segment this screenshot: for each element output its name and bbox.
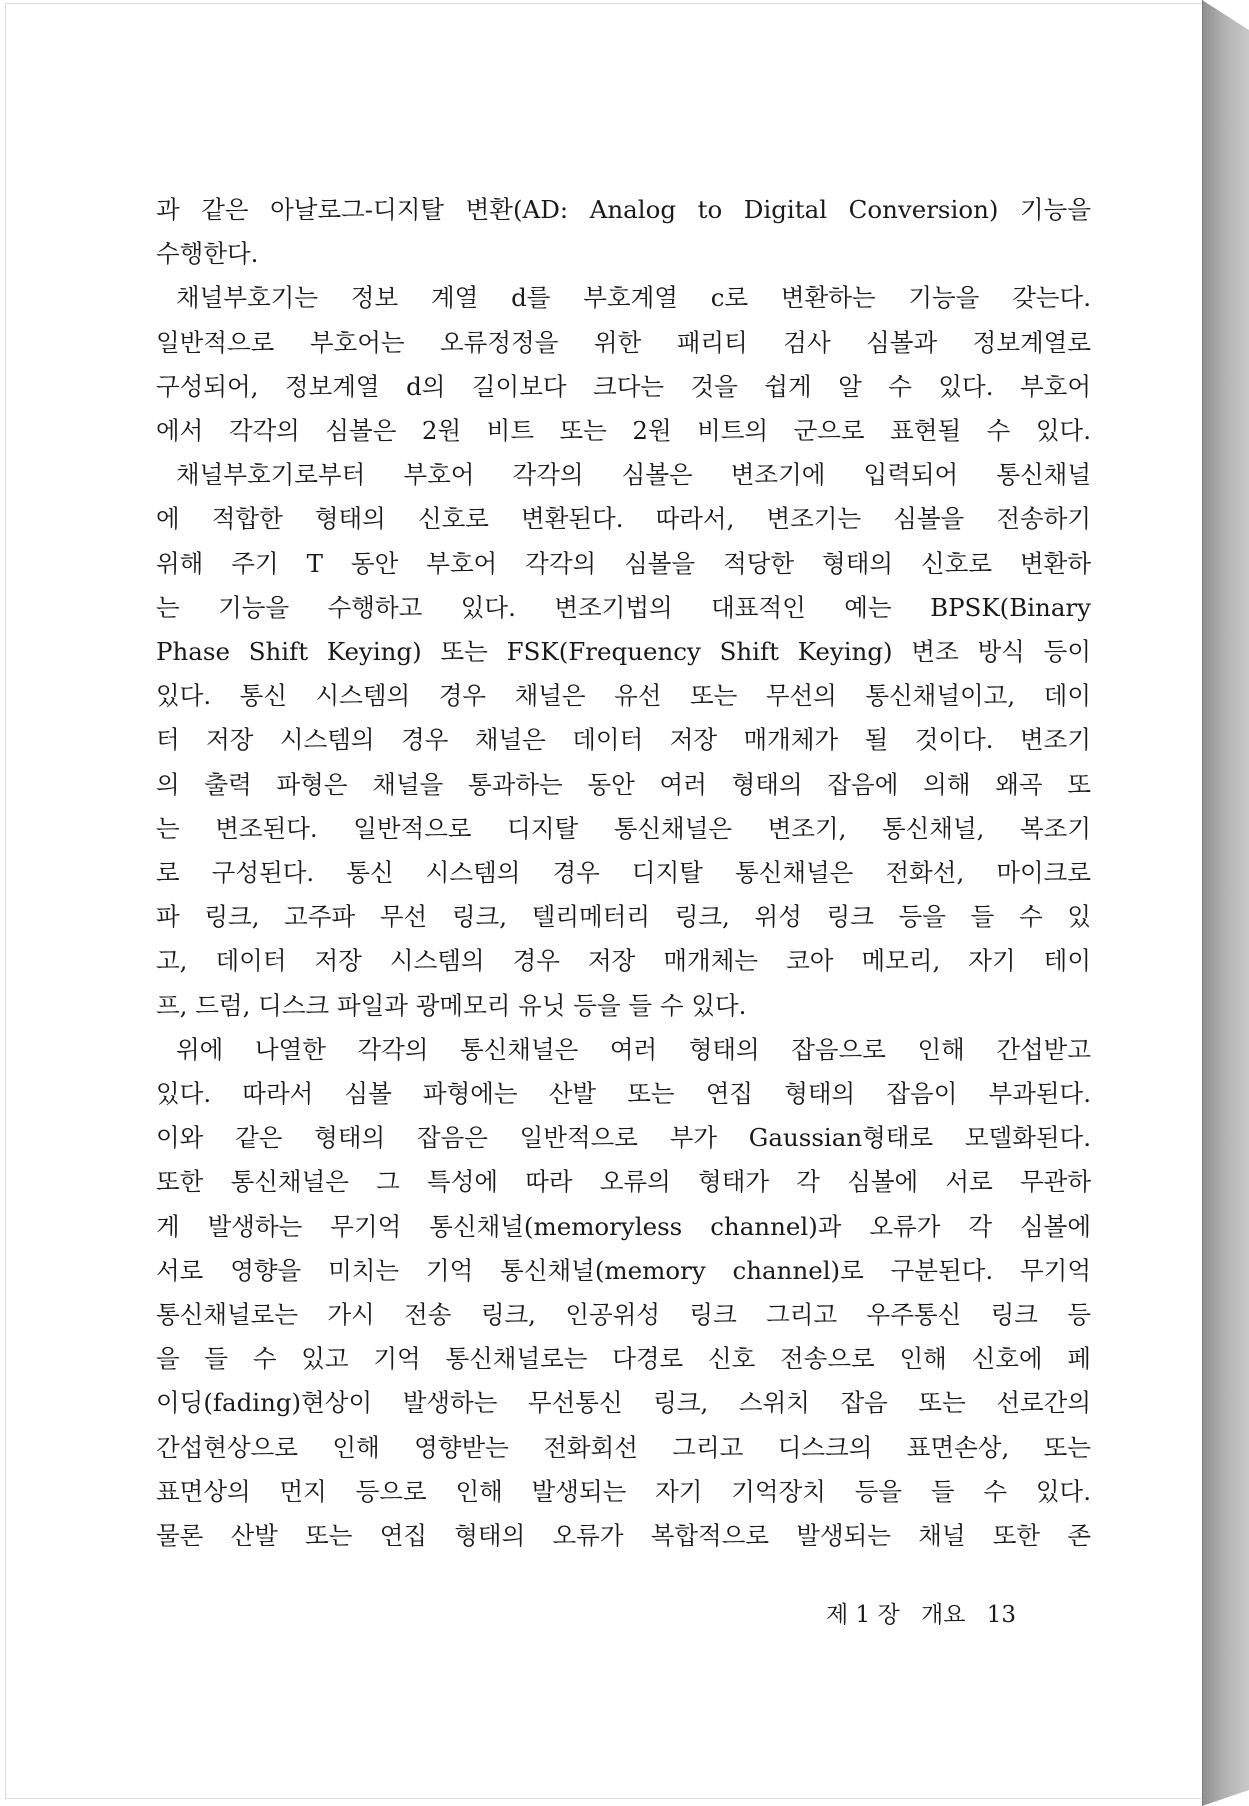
text-line: 구성되어, 정보계열 d의 길이보다 크다는 것을 쉽게 알 수 있다. 부호어 bbox=[156, 371, 1091, 401]
text-line: 일반적으로 부호어는 오류정정을 위한 패리티 검사 심볼과 정보계열로 bbox=[156, 327, 1091, 357]
page-footer bbox=[826, 1596, 1066, 1629]
chapter-label: 제 1 장 bbox=[826, 1602, 900, 1628]
text-line: 에 적합한 형태의 신호로 변환된다. 따라서, 변조기는 심볼을 전송하기 bbox=[156, 504, 1091, 534]
text-line: 물론 산발 또는 연집 형태의 오류가 복합적으로 발생되는 채널 또한 존 bbox=[156, 1521, 1091, 1551]
text-line: 서로 영향을 미치는 기억 통신채널(memory channel)로 구분된다. 무기억 bbox=[156, 1255, 1091, 1285]
text-line: 있다. 따라서 심볼 파형에는 산발 또는 연집 형태의 잡음이 부과된다. bbox=[156, 1079, 1091, 1109]
text-line: 터 저장 시스템의 경우 채널은 데이터 저장 매개체가 될 것이다. 변조기 bbox=[156, 725, 1091, 755]
text-line: 위에 나열한 각각의 통신채널은 여러 형태의 잡음으로 인해 간섭받고 bbox=[176, 1034, 1091, 1064]
text-line: 고, 데이터 저장 시스템의 경우 저장 매개체는 코아 메모리, 자기 테이 bbox=[156, 946, 1091, 976]
text-line: 로 구성된다. 통신 시스템의 경우 디지탈 통신채널은 전화선, 마이크로 bbox=[156, 858, 1091, 888]
book-page-edge bbox=[1202, 0, 1249, 1806]
text-line: 간섭현상으로 인해 영향받는 전화회선 그리고 디스크의 표면손상, 또는 bbox=[156, 1432, 1091, 1462]
text-line: 게 발생하는 무기억 통신채널(memoryless channel)과 오류가 각 심볼에 bbox=[156, 1211, 1091, 1241]
text-line: 는 기능을 수행하고 있다. 변조기법의 대표적인 예는 BPSK(Binary bbox=[156, 592, 1091, 622]
text-line: 이딩(fading)현상이 발생하는 무선통신 링크, 스위치 잡음 또는 선로간의 bbox=[156, 1388, 1091, 1418]
text-line: 에서 각각의 심볼은 2원 비트 또는 2원 비트의 군으로 표현될 수 있다. bbox=[156, 416, 1091, 446]
text-line: 통신채널로는 가시 전송 링크, 인공위성 링크 그리고 우주통신 링크 등 bbox=[156, 1300, 1091, 1330]
text-line: 을 들 수 있고 기억 통신채널로는 다경로 신호 전송으로 인해 신호에 페 bbox=[156, 1344, 1091, 1374]
text-line: 수행한다. bbox=[156, 239, 259, 269]
text-line: 파 링크, 고주파 무선 링크, 텔리메터리 링크, 위성 링크 등을 들 수 있 bbox=[156, 902, 1091, 932]
text-line: 표면상의 먼지 등으로 인해 발생되는 자기 기억장치 등을 들 수 있다. bbox=[156, 1476, 1091, 1506]
text-line: Phase Shift Keying) 또는 FSK(Frequency Shift Keying) 변조 방식 등이 bbox=[156, 637, 1091, 667]
text-line: 채널부호기로부터 부호어 각각의 심볼은 변조기에 입력되어 통신채널 bbox=[176, 460, 1091, 490]
chapter-title: 개요 bbox=[921, 1602, 966, 1628]
text-line: 는 변조된다. 일반적으로 디지탈 통신채널은 변조기, 통신채널, 복조기 bbox=[156, 813, 1091, 843]
text-line: 과 같은 아날로그-디지탈 변환(AD: Analog to Digital Conversion) 기능을 bbox=[156, 195, 1091, 224]
text-line: 의 출력 파형은 채널을 통과하는 동안 여러 형태의 잡음에 의해 왜곡 또 bbox=[156, 769, 1091, 799]
text-line: 또한 통신채널은 그 특성에 따라 오류의 형태가 각 심볼에 서로 무관하 bbox=[156, 1167, 1091, 1197]
text-line: 위해 주기 T 동안 부호어 각각의 심볼을 적당한 형태의 신호로 변환하 bbox=[156, 548, 1091, 578]
text-line: 이와 같은 형태의 잡음은 일반적으로 부가 Gaussian형태로 모델화된다. bbox=[156, 1123, 1091, 1153]
page-number: 13 bbox=[986, 1602, 1017, 1628]
book-page bbox=[6, 4, 1202, 1798]
text-line: 프, 드럼, 디스크 파일과 광메모리 유닛 등을 들 수 있다. bbox=[156, 990, 747, 1020]
text-line: 있다. 통신 시스템의 경우 채널은 유선 또는 무선의 통신채널이고, 데이 bbox=[156, 681, 1091, 711]
body-text bbox=[156, 188, 1091, 1558]
text-line: 채널부호기는 정보 계열 d를 부호계열 c로 변환하는 기능을 갖는다. bbox=[176, 283, 1091, 313]
